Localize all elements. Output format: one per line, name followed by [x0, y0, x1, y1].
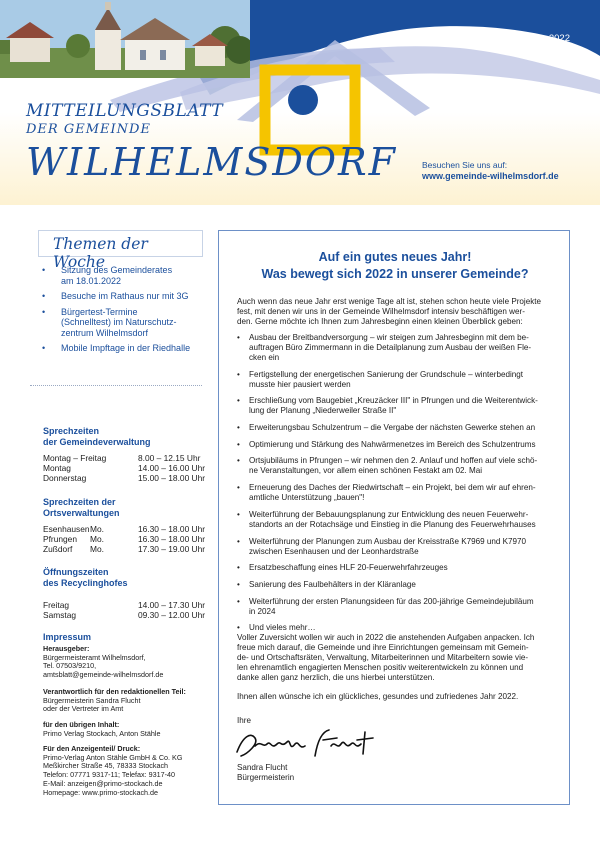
impressum-title: Impressum: [43, 632, 92, 642]
recycling-title: Öffnungszeiten des Recyclinghofes: [43, 567, 128, 588]
sprechzeiten-orts-table: [43, 524, 205, 554]
list-item: • Fertigstellung der energetischen Sanierung der Grundschule – winterbedingt musste hier pausiert werden: [237, 370, 559, 390]
hours-row: Freitag 14.00 – 17.30 Uhr: [43, 600, 206, 610]
list-item: • Und vieles mehr…: [237, 623, 559, 633]
sprechzeiten-verwaltung-title: Sprechzeiten der Gemeindeverwaltung: [43, 426, 151, 447]
masthead-title-line1: MITTEILUNGSBLATT: [26, 101, 224, 121]
hours-row: Montag 14.00 – 16.00 Uhr: [43, 463, 206, 473]
themen-section: [30, 230, 208, 359]
divider: [30, 385, 202, 386]
list-item: • Ersatzbeschaffung eines HLF 20-Feuerwehrfahrzeuges: [237, 563, 559, 573]
letter-closing: Ihre: [237, 716, 251, 725]
issue-number: Nummer 01/02: [507, 45, 570, 56]
signer-info: [237, 763, 294, 783]
themen-item[interactable]: • Besuche im Rathaus nur mit 3G: [42, 291, 208, 302]
handwritten-signature: [233, 726, 393, 762]
hours-row: Pfrungen Mo. 16.30 – 18.00 Uhr: [43, 534, 206, 544]
letter-outro: Voller Zuversicht wollen wir auch in 2022 die anstehenden Aufgaben anpacken. Ich freue mich darauf, die Gemeinde und ihre Einrichtungen gemeinsam mit Gemein- de- und Ortschaftsräten, Verwaltung, Mitarbeiterinnen und Mitarbeitern sowie vie- len ehrenamtlich engagierten Menschen positiv weiterentwickeln zu können und danke allen ganz herzlich, die uns hierbei unterstützen.: [237, 633, 535, 682]
masthead: [0, 0, 600, 205]
list-item: • Ausbau der Breitbandversorgung – wir steigen zum Jahresbeginn mit dem be- auftragen Büro Zimmermann in die Detailplanung zum Ausbau der weißen Fle- cken ein: [237, 333, 559, 363]
website-label: Besuchen Sie uns auf:: [422, 160, 508, 170]
list-item: • Sanierung des Faulbehälters in der Kläranlage: [237, 580, 559, 590]
signer-role: Bürgermeisterin: [237, 773, 295, 782]
project-list: [237, 333, 559, 640]
impressum-publisher: Herausgeber: Bürgermeisteramt Wilhelmsdorf, Tel. 07503/9210, amtsblatt@gemeinde-wilhelmsdorf.de: [43, 644, 164, 680]
impressum-editorial: Verantwortlich für den redaktionellen Teil: Bürgermeisterin Sandra Flucht oder der Vertreter im Amt: [43, 687, 186, 714]
themen-item[interactable]: • Mobile Impftage in der Riedhalle: [42, 343, 208, 354]
list-item: • Erschließung vom Baugebiet „Kreuzäcker III" in Pfrungen und die Weiterentwick- lung der Planung „Niederweiler Straße II": [237, 396, 559, 416]
hours-row: Esenhausen Mo. 16.30 – 18.00 Uhr: [43, 524, 206, 534]
masthead-title-main: WILHELMSDORF: [26, 140, 397, 184]
themen-item[interactable]: • Bürgertest-Termine (Schnelltest) im Naturschutz- zentrum Wilhelmsdorf: [42, 307, 208, 339]
list-item: • Ortsjubiläums in Pfrungen – wir nehmen den 2. Anlauf und hoffen auf viele schö- ne Veranstaltungen, vor allem einen schönen Festakt am 02. Mai: [237, 456, 559, 476]
letter-greeting: Ihnen allen wünsche ich ein glückliches, gesundes und zufriedenes Jahr 2022.: [237, 692, 519, 701]
themen-heading: Themen der Woche: [38, 230, 203, 257]
letter-title-line2: Was bewegt sich 2022 in unserer Gemeinde?: [261, 267, 529, 281]
sprechzeiten-orts-title: Sprechzeiten der Ortsverwaltungen: [43, 497, 120, 518]
list-item: • Weiterführung der Bebauungsplanung zur Entwicklung des neuen Feuerwehr- standorts an der Rotachsäge und Einstieg in die Planung des Feuerwehrhauses: [237, 510, 559, 530]
impressum-other: für den übrigen Inhalt: Primo Verlag Stockach, Anton Stähle: [43, 720, 161, 738]
hours-row: Zußdorf Mo. 17.30 – 19.00 Uhr: [43, 544, 206, 554]
sprechzeiten-verwaltung-table: [43, 453, 205, 483]
themen-item[interactable]: • Sitzung des Gemeinderates am 18.01.2022: [42, 265, 208, 286]
masthead-title-line2: DER GEMEINDE: [26, 122, 151, 137]
themen-list: [42, 265, 208, 354]
letter-title-line1: Auf ein gutes neues Jahr!: [318, 250, 472, 264]
hours-row: Samstag 09.30 – 12.00 Uhr: [43, 610, 206, 620]
letter-intro: Auch wenn das neue Jahr erst wenige Tage alt ist, stehen schon heute viele Projekte fest, mit denen wir uns in der Gemeinde Wilhelmsdorf intensiv beschäftigen wer- den. Gerne möchte ich Ihnen zum Jahresbeginn einen kleinen Überblick geben:: [237, 297, 542, 326]
issue-info: [447, 33, 570, 57]
list-item: • Erweiterungsbau Schulzentrum – die Vergabe der nächsten Gewerke stehen an: [237, 423, 559, 433]
list-item: • Erneuerung des Daches der Riedwirtschaft – ein Projekt, bei dem wir auf ehren- amtliche Unterstützung „bauen"!: [237, 483, 559, 503]
website-link[interactable]: www.gemeinde-wilhelmsdorf.de: [422, 171, 559, 181]
issue-date: Donnerstag, 13. Januar 2022: [446, 33, 570, 44]
list-item: • Weiterführung der Planungen zum Ausbau der Kreisstraße K7969 und K7970 zwischen Esenhausen und der Leonhardstraße: [237, 537, 559, 557]
list-item: • Optimierung und Stärkung des Nahwärmenetzes im Bereich des Schulzentrums: [237, 440, 559, 450]
church-photo: [0, 0, 250, 78]
signer-name: Sandra Flucht: [237, 763, 288, 772]
hours-row: Donnerstag 15.00 – 18.00 Uhr: [43, 473, 206, 483]
hours-row: Montag – Freitag 8.00 – 12.15 Uhr: [43, 453, 201, 463]
impressum-print: Für den Anzeigenteil/ Druck: Primo-Verlag Anton Stähle GmbH & Co. KG Meßkircher Straße 45, 78333 Stockach Telefon: 07771 9317-11; Telefax: 9317-40 E-Mail: anzeigen@primo-stockach.de Homepage: www.primo-stockach.de: [43, 744, 183, 797]
recycling-table: [43, 600, 205, 620]
letter-box: [218, 230, 570, 805]
list-item: • Weiterführung der ersten Planungsideen für das 200-jährige Gemeindejubiläum in 2024: [237, 597, 559, 617]
